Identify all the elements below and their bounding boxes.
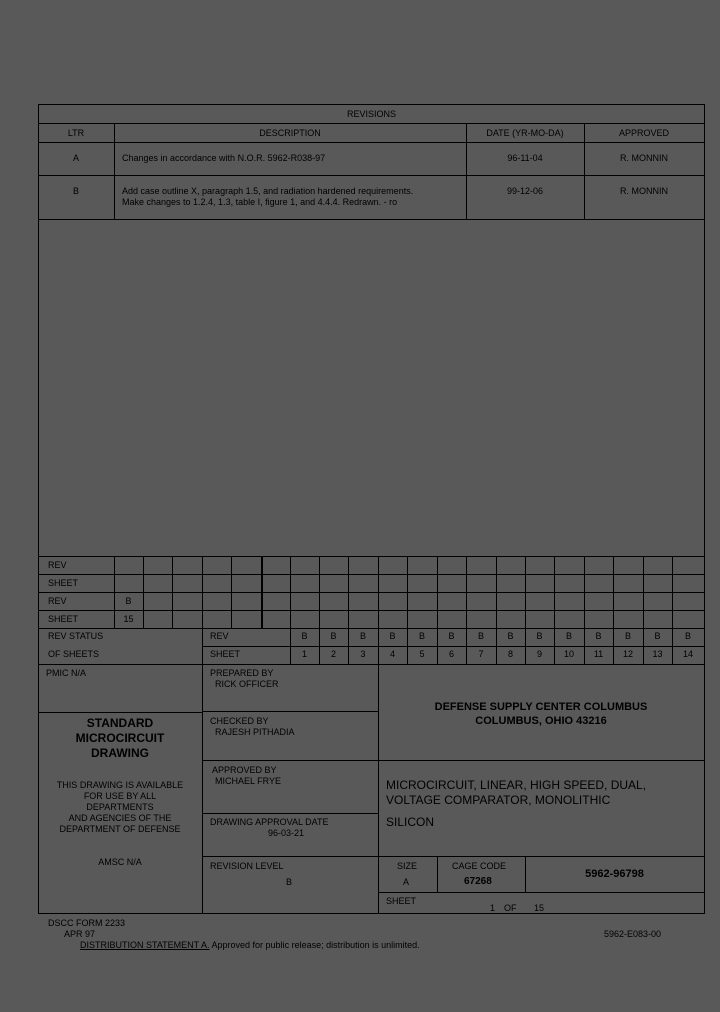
header-date: DATE (YR-MO-DA) [486, 128, 564, 138]
header-approved: APPROVED [618, 128, 669, 138]
grid-line [348, 556, 349, 628]
size-value: A [403, 877, 410, 887]
sheet-of-label: OF [504, 903, 517, 913]
upper-sheet-label: SHEET [48, 578, 79, 588]
rev-status-cell: B [359, 631, 366, 641]
sheet-number-cell: 1 [301, 649, 307, 659]
of-sheets-label: OF SHEETS [48, 649, 100, 659]
distribution-label: DISTRIBUTION STATEMENT A. [80, 940, 210, 950]
document-code: 5962-E083-00 [604, 929, 662, 939]
grid-line [38, 610, 705, 611]
rev-status-cell: B [536, 631, 543, 641]
upper-rev-label-2: REV [48, 596, 67, 606]
rev-status-cell: B [477, 631, 484, 641]
drawing-title-line-2: VOLTAGE COMPARATOR, MONOLITHIC [386, 793, 611, 807]
cage-label: CAGE CODE [452, 861, 507, 871]
grid-line [172, 556, 173, 628]
upper-sheet-label-2: SHEET [48, 614, 79, 624]
sheet-number-cell: 9 [536, 649, 542, 659]
rev-status-cell: B [448, 631, 455, 641]
prepared-by: RICK OFFICER [215, 679, 279, 689]
rev-row-a-approved: R. MONNIN [620, 153, 668, 163]
grid-line [202, 556, 203, 628]
distribution-text: Approved for public release; distribution is unlimited. [209, 940, 420, 950]
approved-by: MICHAEL FRYE [215, 776, 282, 786]
availability-line-3: DEPARTMENTS [86, 802, 154, 812]
rev-status-cell: B [389, 631, 396, 641]
grid-line [378, 556, 379, 628]
grid-line [407, 556, 408, 628]
sheet-number-cell: 14 [682, 649, 693, 659]
grid-line [231, 556, 232, 628]
rev-status-cell: B [654, 631, 661, 641]
grid-line [496, 556, 497, 628]
grid-line [643, 556, 644, 628]
prepared-by-label: PREPARED BY [210, 668, 274, 678]
sheet-number-cell: 6 [448, 649, 454, 659]
availability-line-5: DEPARTMENT OF DEFENSE [59, 824, 181, 834]
size-label: SIZE [397, 861, 418, 871]
availability-line-2: FOR USE BY ALL [83, 791, 157, 801]
grid-line [672, 556, 673, 628]
rev-row-b-ltr: B [72, 186, 79, 196]
standard-line-1: STANDARD [86, 716, 154, 730]
sheet-number-cell: 4 [389, 649, 395, 659]
drawing-title-line-1: MICROCIRCUIT, LINEAR, HIGH SPEED, DUAL, [386, 778, 647, 792]
rev-status-cell: B [330, 631, 337, 641]
grid-line [584, 556, 585, 628]
approval-date-label: DRAWING APPROVAL DATE [210, 817, 329, 827]
status-rev-label: REV [210, 631, 229, 641]
upper-rev-value: B [125, 596, 132, 606]
grid-line [262, 556, 263, 628]
standard-line-2: MICROCIRCUIT [75, 731, 165, 745]
grid-line [554, 556, 555, 628]
rev-status-cell: B [595, 631, 602, 641]
header-ltr: LTR [67, 128, 85, 138]
approved-by-label: APPROVED BY [212, 765, 277, 775]
grid-line [202, 628, 203, 664]
rev-status-cell: B [684, 631, 691, 641]
sheet-number-cell: 10 [563, 649, 574, 659]
rev-status-cell: B [624, 631, 631, 641]
rev-status-cell: B [565, 631, 572, 641]
pmic: PMIC N/A [46, 668, 87, 678]
revision-level-label: REVISION LEVEL [210, 861, 284, 871]
sheet-number-cell: 11 [593, 649, 604, 659]
grid-line [525, 556, 526, 628]
distribution-statement [80, 940, 420, 951]
sheet-number-cell: 13 [652, 649, 663, 659]
sheet-number-cell: 7 [478, 649, 484, 659]
agency-line-2: COLUMBUS, OHIO 43216 [475, 715, 607, 727]
rev-row-b-description-line2: Make changes to 1.2.4, 1.3, table I, figure 1, and 4.4.4. Redrawn. - ro [122, 197, 398, 207]
grid-line [466, 556, 467, 628]
rev-row-a-ltr: A [72, 153, 79, 163]
grid-line [38, 592, 705, 593]
rev-row-b-approved: R. MONNIN [620, 186, 668, 196]
cage-value: 67268 [464, 876, 492, 887]
form-number: DSCC FORM 2233 [48, 918, 126, 928]
sheet-number: 1 [490, 903, 496, 913]
rev-row-b-date: 99-12-06 [506, 186, 544, 196]
grid-line [143, 556, 144, 628]
rev-row-a-description: Changes in accordance with N.O.R. 5962-R038-97 [122, 153, 326, 163]
sheet-number-cell: 2 [330, 649, 336, 659]
revisions-title: REVISIONS [346, 109, 396, 119]
checked-by-label: CHECKED BY [210, 716, 269, 726]
sheet-total: 15 [534, 903, 545, 913]
grid-line [38, 628, 705, 629]
grid-line [319, 556, 320, 628]
amsc: AMSC N/A [98, 857, 142, 867]
drawing-title-line-3: SILICON [386, 815, 435, 829]
sheet-number-cell: 5 [419, 649, 425, 659]
drawing-number: 5962-96798 [585, 868, 644, 880]
approval-date: 96-03-21 [268, 828, 305, 838]
rev-status-cell: B [507, 631, 514, 641]
header-description: DESCRIPTION [259, 128, 321, 138]
rev-status-label: REV STATUS [48, 631, 104, 641]
standard-line-3: DRAWING [91, 746, 149, 760]
upper-sheet-value: 15 [123, 614, 134, 624]
checked-by: RAJESH PITHADIA [215, 727, 295, 737]
grid-line [290, 556, 291, 628]
sheet-number-cell: 3 [360, 649, 366, 659]
grid-line [38, 574, 705, 575]
rev-status-cell: B [418, 631, 425, 641]
grid-line [38, 556, 705, 557]
status-sheet-label: SHEET [210, 649, 241, 659]
upper-rev-label: REV [48, 560, 67, 570]
availability-line-4: AND AGENCIES OF THE [68, 813, 172, 823]
grid-line [437, 556, 438, 628]
availability-line-1: THIS DRAWING IS AVAILABLE [56, 780, 184, 790]
form-date: APR 97 [64, 929, 96, 939]
agency-line-1: DEFENSE SUPPLY CENTER COLUMBUS [434, 701, 648, 713]
rev-row-a-date: 96-11-04 [507, 153, 543, 163]
sheet-number-cell: 12 [622, 649, 633, 659]
rev-status-cell: B [301, 631, 308, 641]
rev-row-b-description: Add case outline X, paragraph 1.5, and radiation hardened requirements. [122, 186, 414, 196]
grid-line [613, 556, 614, 628]
sheet-label: SHEET [386, 896, 417, 906]
revision-level: B [286, 877, 293, 887]
grid-line [202, 646, 705, 647]
sheet-number-cell: 8 [507, 649, 513, 659]
